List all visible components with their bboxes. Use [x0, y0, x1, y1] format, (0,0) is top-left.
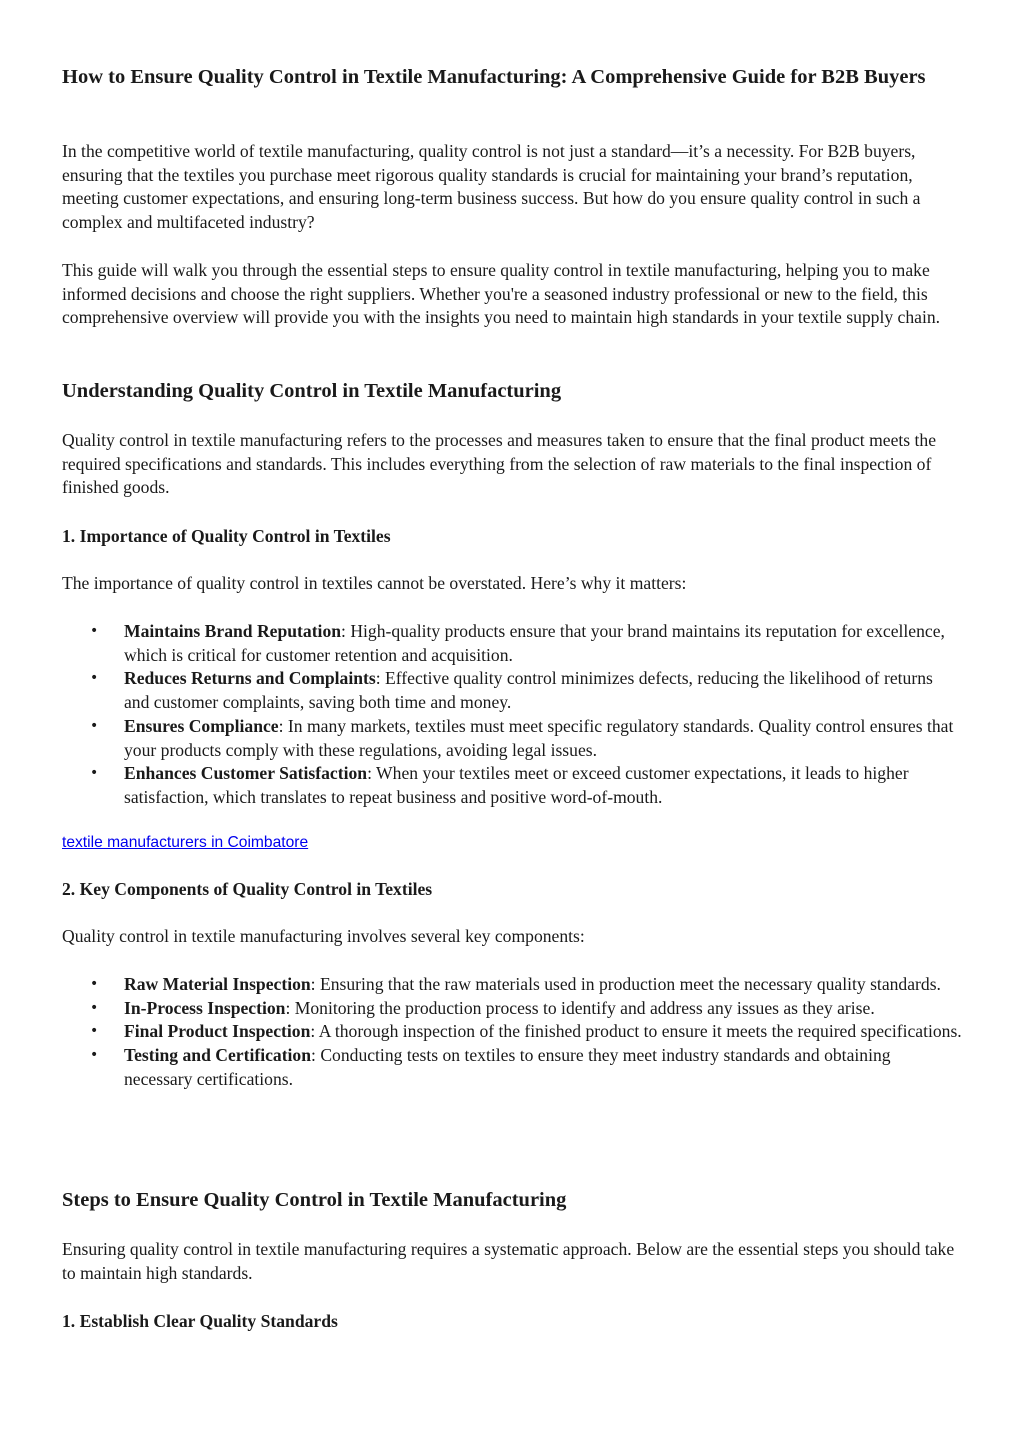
- list-item-text: : Ensuring that the raw materials used in production meet the necessary quality standards.: [310, 974, 941, 994]
- list-item-term: Final Product Inspection: [124, 1021, 311, 1042]
- section-heading-steps: Steps to Ensure Quality Control in Textile Manufacturing: [62, 1189, 567, 1211]
- list-item-text: : A thorough inspection of the finished product to ensure it meets the required specifications.: [310, 1021, 962, 1042]
- list-item-text: : Conducting tests on textiles to ensure they meet industry standards and obtaining necessary certifications.: [124, 1045, 891, 1089]
- list-item: [62, 715, 962, 762]
- list-item-text: : In many markets, textiles must meet specific regulatory standards. Quality control ensures that your products comply with these regulations, avoiding legal issues.: [124, 715, 954, 760]
- list-item-text: : Effective quality control minimizes defects, reducing the likelihood of returns and customer complaints, saving both time and money.: [124, 668, 933, 713]
- textile-manufacturers-link[interactable]: textile manufacturers in Coimbatore: [62, 834, 309, 851]
- intro-paragraph-2: This guide will walk you through the essential steps to ensure quality control in textile manufacturing, helping you to make informed decisions and choose the right suppliers. Whether you're a seasoned industry professional or new to the field, this comprehensive overview will provide you with the insights you need to maintain high standards in your textile supply chain.: [62, 260, 941, 328]
- list-item-text: : When your textiles meet or exceed customer expectations, it leads to higher satisfaction, which translates to repeat business and positive word-of-mouth.: [124, 763, 909, 807]
- list-item-term: Reduces Returns and Complaints: [124, 668, 376, 689]
- key-components-list: [62, 973, 962, 1092]
- list-item: [62, 997, 962, 1021]
- list-item: [62, 973, 962, 997]
- list-item-term: In-Process Inspection: [124, 997, 286, 1018]
- section-paragraph-steps: Ensuring quality control in textile manufacturing requires a systematic approach. Below are the essential steps you should take to maintain high standards.: [62, 1239, 955, 1283]
- list-item: [62, 620, 962, 667]
- section-paragraph-understanding: Quality control in textile manufacturing refers to the processes and measures taken to ensure that the final product meets the required specifications and standards. This includes everything from the selection of raw materials to the final inspection of finished goods.: [62, 430, 937, 498]
- list-item: [62, 667, 962, 714]
- list-item: [62, 1020, 962, 1044]
- importance-list: [62, 620, 962, 810]
- page-title: How to Ensure Quality Control in Textile Manufacturing: A Comprehensive Guide for B2B Buyers: [62, 66, 926, 88]
- list-item-text: : High-quality products ensure that your brand maintains its reputation for excellence, which is critical for customer retention and acquisition.: [124, 621, 945, 665]
- list-item-term: Maintains Brand Reputation: [124, 621, 342, 641]
- list-item: [62, 1044, 962, 1091]
- list-item-term: Raw Material Inspection: [124, 974, 311, 994]
- list-item-text: : Monitoring the production process to identify and address any issues as they arise.: [285, 997, 875, 1018]
- list-item: [62, 762, 962, 809]
- section-heading-understanding: Understanding Quality Control in Textile Manufacturing: [62, 380, 562, 402]
- list-item-term: Testing and Certification: [124, 1045, 312, 1066]
- list-item-term: Ensures Compliance: [124, 715, 279, 736]
- key-components-lead: Quality control in textile manufacturing involves several key components:: [62, 926, 585, 946]
- subheading-importance: 1. Importance of Quality Control in Textiles: [62, 526, 391, 546]
- subheading-establish-standards: 1. Establish Clear Quality Standards: [62, 1311, 338, 1331]
- intro-paragraph-1: In the competitive world of textile manufacturing, quality control is not just a standard—it’s a necessity. For B2B buyers, ensuring that the textiles you purchase meet rigorous quality standards is crucial for maintaining your brand’s reputation, meeting customer expectations, and ensuring long-term business success. But how do you ensure quality control in such a complex and multifaceted industry?: [62, 141, 921, 233]
- list-item-term: Enhances Customer Satisfaction: [124, 763, 368, 784]
- subheading-key-components: 2. Key Components of Quality Control in Textiles: [62, 879, 433, 899]
- importance-lead: The importance of quality control in textiles cannot be overstated. Here’s why it matters:: [62, 573, 687, 593]
